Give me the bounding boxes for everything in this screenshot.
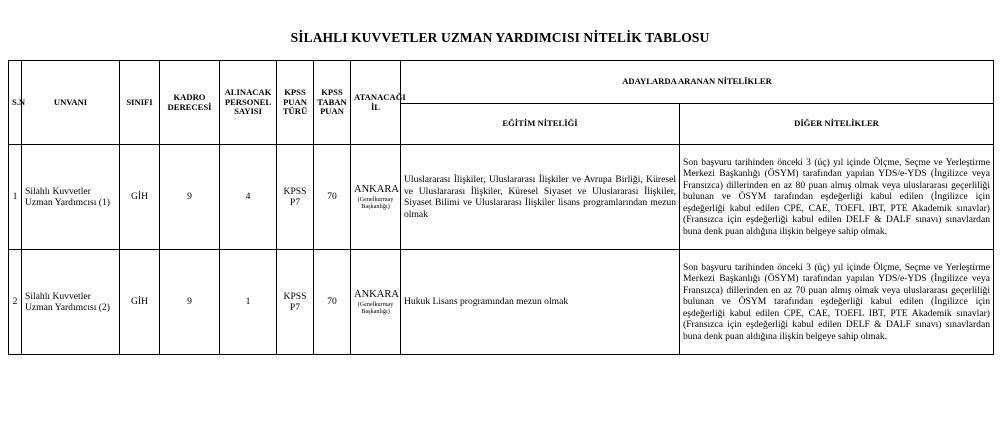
header-kadro-derecesi: KADRO DERECESİ (160, 61, 220, 145)
header-atanacagi-il: ATANACAĞI İL (351, 61, 401, 145)
cell-egitim-niteligi: Uluslararası İlişkiler, Uluslararası İlişkiler ve Avrupa Birliği, Küresel ve Uluslararası İlişkiler, Küresel Siyaset ve Uluslararası İlişkiler, Siyaset Bilimi ve Uluslararası İlişkiler lisans programlarından mezun olmak (401, 145, 680, 250)
cell-egitim-niteligi: Hukuk Lisans programından mezun olmak (401, 250, 680, 355)
cell-kpss-taban-puan: 70 (314, 145, 351, 250)
cell-kadro-derecesi: 9 (160, 250, 220, 355)
qualification-table (8, 60, 994, 355)
city-name: ANKARA (354, 183, 399, 195)
cell-personel-sayisi: 4 (220, 145, 277, 250)
city-detail: (Genelkurmay Başkanlığı) (357, 196, 394, 211)
cell-kpss-taban-puan: 70 (314, 250, 351, 355)
cell-kadro-derecesi: 9 (160, 145, 220, 250)
cell-unvani: Silahlı Kuvvetler Uzman Yardımcısı (2) (22, 250, 120, 355)
table-row (9, 250, 994, 355)
header-unvani: UNVANI (22, 61, 120, 145)
header-sn: S.N (9, 61, 22, 145)
cell-atanacagi-il (351, 250, 401, 355)
header-alinacak-personel-sayisi: ALINACAK PERSONEL SAYISI (220, 61, 277, 145)
cell-sinifi: GİH (120, 250, 160, 355)
cell-unvani: Silahlı Kuvvetler Uzman Yardımcısı (1) (22, 145, 120, 250)
header-kpss-taban-puan: KPSS TABAN PUAN (314, 61, 351, 145)
city-name: ANKARA (354, 288, 399, 300)
city-detail: (Genelkurmay Başkanlığı) (357, 301, 394, 316)
header-egitim-niteligi: EĞİTİM NİTELİĞİ (401, 104, 680, 145)
header-diger-nitelikler: DİĞER NİTELİKLER (680, 104, 994, 145)
cell-sn: 2 (9, 250, 22, 355)
cell-diger-nitelikler: Son başvuru tarihinden önceki 3 (üç) yıl içinde Ölçme, Seçme ve Yerleştirme Merkezi Başkanlığı (ÖSYM) tarafından yapılan YDS/e-YDS (İngilizce veya Fransızca) dillerinden en az 70 puan almış olmak veya uluslararası geçerliliği bulunan ve ÖSYM tarafından eşdeğerliği kabul edilen (İngilizce için eşdeğerliği kabul edilen CPE, CAE, TOEFL IBT, PTE Akademik sınavlar) (Fransızca için eşdeğerliği kabul edilen DELF & DALF sınavı) sınavlardan buna denk puan aldığına ilişkin belgeye sahip olmak. (680, 250, 994, 355)
table-row (9, 145, 994, 250)
cell-diger-nitelikler: Son başvuru tarihinden önceki 3 (üç) yıl içinde Ölçme, Seçme ve Yerleştirme Merkezi Başkanlığı (ÖSYM) tarafından yapılan YDS/e-YDS (İngilizce veya Fransızca) dillerinden en az 80 puan almış olmak veya uluslararası geçerliliği bulunan ve ÖSYM tarafından eşdeğerliği kabul edilen (İngilizce için eşdeğerliği kabul edilen CPE, CAE, TOEFL IBT, PTE Akademik sınavlar) (Fransızca için eşdeğerliği kabul edilen DELF & DALF sınavı) sınavlardan buna denk puan aldığına ilişkin belgeye sahip olmak. (680, 145, 994, 250)
cell-kpss-puan-turu: KPSS P7 (277, 250, 314, 355)
cell-sinifi: GİH (120, 145, 160, 250)
cell-personel-sayisi: 1 (220, 250, 277, 355)
header-adaylarda-aranan-nitelikler: ADAYLARDA ARANAN NİTELİKLER (401, 61, 994, 104)
cell-sn: 1 (9, 145, 22, 250)
cell-atanacagi-il (351, 145, 401, 250)
header-sinifi: SINIFI (120, 61, 160, 145)
header-kpss-puan-turu: KPSS PUAN TÜRÜ (277, 61, 314, 145)
page-title: SİLAHLI KUVVETLER UZMAN YARDIMCISI NİTELİK TABLOSU (290, 30, 710, 45)
cell-kpss-puan-turu: KPSS P7 (277, 145, 314, 250)
